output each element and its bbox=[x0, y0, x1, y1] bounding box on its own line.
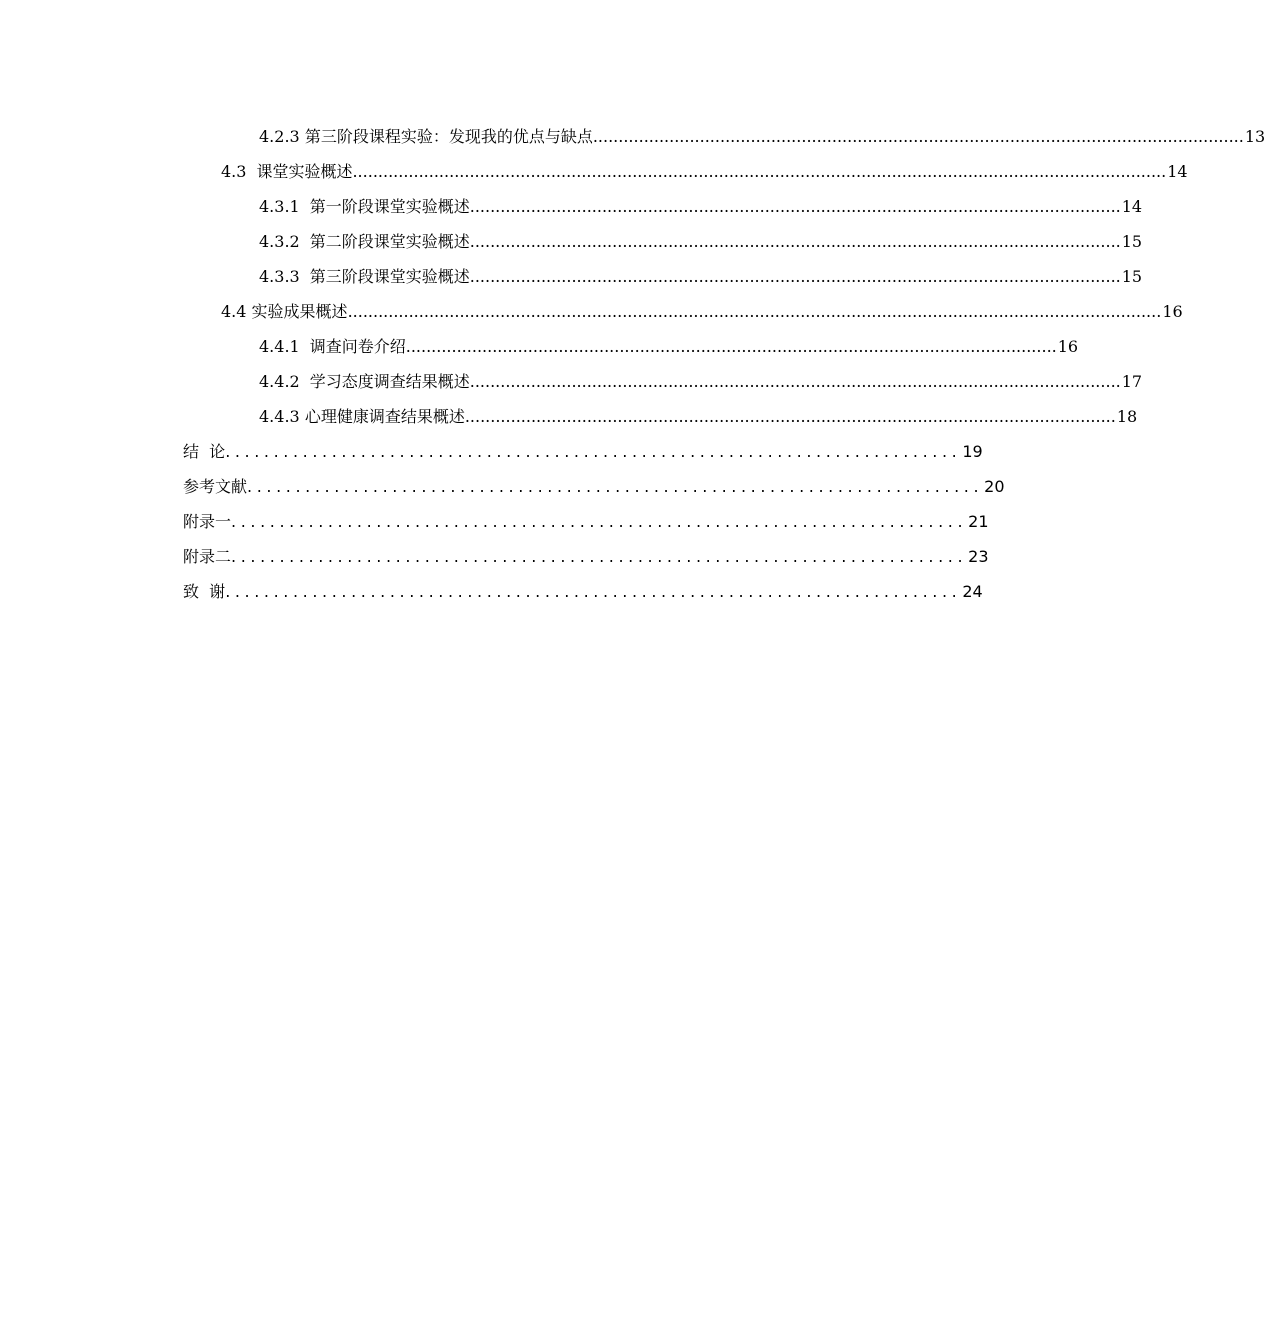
toc-page-number: 14 bbox=[1121, 196, 1143, 216]
toc-entry-appendix-1[interactable] bbox=[0, 504, 989, 539]
toc-page-number: 24 bbox=[962, 581, 983, 601]
dot-leader: ................................................................................................................................ bbox=[464, 406, 1116, 426]
toc-entry-label: 4.2.3 第三阶段课程实验：发现我的优点与缺点 bbox=[259, 126, 593, 146]
toc-page-number: 19 bbox=[962, 441, 983, 461]
toc-entry-label: 4.4.3 心理健康调查结果概述 bbox=[259, 406, 465, 426]
dot-leader: ................................................................................................................................ bbox=[469, 266, 1121, 286]
toc-entry-acknowledgements[interactable] bbox=[0, 574, 983, 609]
toc-entry-4-3-2[interactable] bbox=[0, 224, 1143, 259]
toc-entry-4-4-1[interactable] bbox=[0, 329, 1079, 364]
dot-leader: ................................................................................................................................................................ bbox=[347, 301, 1162, 321]
toc-page-number: 16 bbox=[1162, 301, 1183, 321]
toc-page-number: 16 bbox=[1057, 336, 1079, 356]
dot-leader: ................................................................................................................................ bbox=[592, 126, 1244, 146]
toc-entry-label: 4.3.1 第一阶段课堂实验概述 bbox=[259, 196, 470, 216]
toc-entry-label: 致 谢 bbox=[183, 581, 226, 601]
toc-entry-conclusion[interactable] bbox=[0, 434, 983, 469]
toc-entry-label: 4.3 课堂实验概述 bbox=[221, 161, 353, 181]
toc-entry-label: 4.4.2 学习态度调查结果概述 bbox=[259, 371, 470, 391]
toc-entry-4-4-2[interactable] bbox=[0, 364, 1143, 399]
toc-page-number: 18 bbox=[1116, 406, 1138, 426]
dot-leader: ................................................................................................................................ bbox=[469, 231, 1121, 251]
dot-leader: ................................................................................................................................................................ bbox=[352, 161, 1167, 181]
toc-entry-appendix-2[interactable] bbox=[0, 539, 989, 574]
toc-entry-label: 参考文献 bbox=[183, 476, 248, 496]
toc-entry-label: 4.4 实验成果概述 bbox=[221, 301, 348, 321]
toc-page-number: 14 bbox=[1167, 161, 1188, 181]
toc-entry-4-4[interactable] bbox=[0, 294, 1183, 329]
toc-entry-4-3[interactable] bbox=[0, 154, 1188, 189]
dot-leader: ............................................................................ bbox=[225, 581, 962, 601]
dot-leader: ................................................................................................................................ bbox=[469, 371, 1121, 391]
toc-page-number: 17 bbox=[1121, 371, 1143, 391]
toc-entry-4-3-1[interactable] bbox=[0, 189, 1143, 224]
dot-leader: ............................................................................ bbox=[231, 511, 968, 531]
toc-entry-label: 4.3.2 第二阶段课堂实验概述 bbox=[259, 231, 470, 251]
toc-entry-label: 4.4.1 调查问卷介绍 bbox=[259, 336, 406, 356]
dot-leader: ............................................................................ bbox=[247, 476, 984, 496]
dot-leader: ............................................................................ bbox=[231, 546, 968, 566]
toc-entry-4-2-3[interactable] bbox=[0, 119, 1265, 154]
dot-leader: ................................................................................................................................ bbox=[405, 336, 1057, 356]
toc-page-number: 21 bbox=[968, 511, 989, 531]
toc-entry-label: 附录一 bbox=[183, 511, 232, 531]
toc-entry-references[interactable] bbox=[0, 469, 1005, 504]
toc-entry-label: 4.3.3 第三阶段课堂实验概述 bbox=[259, 266, 470, 286]
toc-page-number: 13 bbox=[1244, 126, 1265, 146]
toc-entry-4-4-3[interactable] bbox=[0, 399, 1138, 434]
toc-entry-4-3-3[interactable] bbox=[0, 259, 1143, 294]
dot-leader: ............................................................................ bbox=[225, 441, 962, 461]
toc-entry-label: 结 论 bbox=[183, 441, 226, 461]
toc-page-number: 15 bbox=[1121, 231, 1143, 251]
toc-entry-label: 附录二 bbox=[183, 546, 232, 566]
table-of-contents bbox=[0, 119, 1265, 609]
toc-page-number: 15 bbox=[1121, 266, 1143, 286]
dot-leader: ................................................................................................................................ bbox=[469, 196, 1121, 216]
toc-page-number: 23 bbox=[968, 546, 989, 566]
toc-page-number: 20 bbox=[984, 476, 1005, 496]
